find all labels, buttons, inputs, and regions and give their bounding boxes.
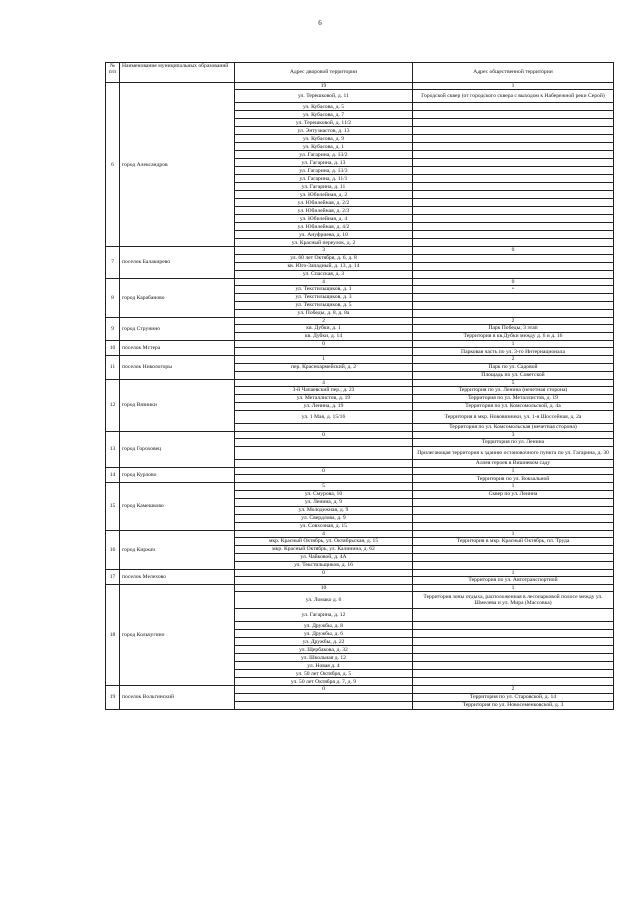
public-address: [413, 270, 614, 278]
row-number: 13: [106, 431, 120, 467]
yard-address: ул. Новая д. 4: [235, 662, 413, 670]
public-address: Городской сквер (от городского сквера с выходом к Набережной реки Серой): [413, 90, 614, 103]
yard-address: ул. Гагарина, д. 13/2: [235, 151, 413, 159]
public-address: [413, 175, 614, 183]
yard-address: ул. Кубасова, д. 7: [235, 111, 413, 119]
municipality-name: город Киржач: [120, 530, 235, 569]
public-count: 1: [413, 569, 614, 576]
table-row: [106, 569, 614, 576]
municipality-name: город Струнино: [120, 317, 235, 340]
public-address: [413, 670, 614, 678]
municipality-name: поселок Мелехово: [120, 569, 235, 584]
table-row: [106, 278, 614, 285]
public-address: Аллея героев в Вишневом саду: [413, 460, 614, 468]
row-number: 19: [106, 686, 120, 709]
public-count: 1: [413, 585, 614, 592]
municipality-name: город Александров: [120, 83, 235, 247]
yard-count: 5: [235, 483, 413, 490]
yard-address: ул. Гагарина, д. 13/3: [235, 167, 413, 175]
yard-address: ул. Победы, д. 8, д. 8а: [235, 309, 413, 317]
public-address: Парковая часть по ул. 3-го Интернационала: [413, 348, 614, 356]
public-address: [413, 103, 614, 111]
yard-address: [235, 577, 413, 585]
yard-count: 1: [235, 356, 413, 363]
public-address: [413, 646, 614, 654]
header-yard-address: Адрес дворовой территории: [235, 63, 413, 83]
public-count: 1: [413, 83, 614, 90]
municipality-name: поселок Мстера: [120, 341, 235, 356]
public-address: [413, 183, 614, 191]
yard-address: пер. Красноармейский, д. 2: [235, 363, 413, 371]
yard-address: ул. 50 лет Октября, д. 5: [235, 670, 413, 678]
public-address: [413, 127, 614, 135]
public-address: Территория по ул. Комсомольская (нечетная сторона): [413, 423, 614, 431]
header-public-address: Адрес общественной территории: [413, 63, 614, 83]
row-number: 6: [106, 83, 120, 247]
public-address: [413, 561, 614, 569]
yard-address: ул. Дружбы, д. 8: [235, 622, 413, 630]
yard-address: ул. Юбилейная, д. 2/3: [235, 207, 413, 215]
yard-count: 4: [235, 278, 413, 285]
public-address: [413, 609, 614, 622]
public-count: 3: [413, 431, 614, 438]
territories-table: [105, 62, 614, 710]
yard-address: кв. Дубки, д. 1: [235, 325, 413, 333]
public-address: [413, 159, 614, 167]
row-number: 17: [106, 569, 120, 584]
row-number: 10: [106, 341, 120, 356]
yard-count: 0: [235, 431, 413, 438]
yard-address: ул. Смурова, 10: [235, 490, 413, 498]
public-address: [413, 262, 614, 270]
public-count: 2: [413, 356, 614, 363]
row-number: 14: [106, 468, 120, 483]
public-address: Территория в мкр. Нововязники, ул. 1-я Шоссейная, д. 2а: [413, 410, 614, 423]
public-count: 0: [413, 247, 614, 254]
yard-address: ул. 50 лет Октября д. 7, д. 9: [235, 678, 413, 686]
public-address: Сквер по ул. Ленина: [413, 490, 614, 498]
yard-address: ул. Текстильщиков, д. 3: [235, 293, 413, 301]
yard-address: ул. Юбилейная, д. 2/2: [235, 199, 413, 207]
yard-address: ул. Ануфриева, д. 10: [235, 231, 413, 239]
public-address: Территория по ул. Ленина: [413, 439, 614, 447]
table-row: [106, 356, 614, 363]
yard-address: ул. Гагарина, д. 12: [235, 609, 413, 622]
public-address: Площадь по ул. Советской: [413, 371, 614, 379]
yard-address: ул. Спасская, д. 3: [235, 270, 413, 278]
table-row: [106, 686, 614, 693]
yard-address: [235, 460, 413, 468]
yard-address: ул. Кубасова, д. 9: [235, 135, 413, 143]
yard-address: мкр. Красный Октябрь, ул. Калинина, д. 62: [235, 545, 413, 553]
row-number: 7: [106, 247, 120, 278]
yard-count: 10: [235, 585, 413, 592]
yard-address: ул. 1 Мая, д. 15/16: [235, 410, 413, 423]
public-address: [413, 223, 614, 231]
yard-count: 3: [235, 247, 413, 254]
public-address: [413, 111, 614, 119]
yard-address: ул. Дружбы, д. 6: [235, 630, 413, 638]
municipality-name: поселок Никологоры: [120, 356, 235, 379]
yard-address: [235, 439, 413, 447]
public-count: 2: [413, 317, 614, 324]
public-address: [413, 239, 614, 247]
yard-count: 0: [235, 468, 413, 475]
public-address: [413, 654, 614, 662]
municipality-name: город Гороховец: [120, 431, 235, 467]
public-count: 0: [413, 278, 614, 285]
public-address: [413, 135, 614, 143]
public-address: [413, 522, 614, 530]
public-address: [413, 498, 614, 506]
yard-address: кв. Юго-Западный, д. 13, д. 14: [235, 262, 413, 270]
row-number: 9: [106, 317, 120, 340]
public-address: •: [413, 285, 614, 293]
row-number: 16: [106, 530, 120, 569]
yard-address: ул. Ломако д. 6: [235, 592, 413, 609]
yard-address: ул. Кубасова, д. 1: [235, 143, 413, 151]
yard-address: ул. Свердлова, д. 9: [235, 514, 413, 522]
public-count: 1: [413, 483, 614, 490]
yard-count: 0: [235, 686, 413, 693]
public-count: 2: [413, 686, 614, 693]
public-address: [413, 301, 614, 309]
table-row: [106, 468, 614, 475]
public-count: 1: [413, 530, 614, 537]
yard-address: кв. Дубки, д. 14: [235, 333, 413, 341]
table-body: [106, 83, 614, 710]
municipality-name: город Вязники: [120, 379, 235, 431]
public-count: 1: [413, 468, 614, 475]
public-address: Парк Победы, 3 этап: [413, 325, 614, 333]
yard-count: 2: [235, 317, 413, 324]
municipality-name: поселок Балакирево: [120, 247, 235, 278]
yard-address: ул. Гагарина, д. 11: [235, 183, 413, 191]
municipality-name: город Камешково: [120, 483, 235, 530]
table-row: [106, 431, 614, 438]
public-address: [413, 231, 614, 239]
public-address: [413, 309, 614, 317]
yard-address: ул. Текстильщиков, д. 5: [235, 301, 413, 309]
table-row: [106, 247, 614, 254]
public-address: [413, 545, 614, 553]
yard-address: [235, 423, 413, 431]
table-row: [106, 483, 614, 490]
public-address: [413, 215, 614, 223]
municipality-name: город Карабаново: [120, 278, 235, 317]
yard-address: ул. Кубасова, д. 5: [235, 103, 413, 111]
yard-count: 4: [235, 379, 413, 386]
yard-count: 19: [235, 83, 413, 90]
yard-address: [235, 447, 413, 460]
row-number: 11: [106, 356, 120, 379]
yard-address: ул. Красный переулок, д. 2: [235, 239, 413, 247]
municipality-name: город Курлово: [120, 468, 235, 483]
public-address: Территория по ул. Вокзальной: [413, 475, 614, 483]
header-number: № п/п: [106, 63, 120, 83]
yard-address: ул. Терешковой, д. 11: [235, 90, 413, 103]
public-address: Территория по ул. Ленина (нечетная сторона): [413, 386, 614, 394]
public-address: Территория в мкр. Красный Октябрь, пл. Труда: [413, 537, 614, 545]
public-address: [413, 506, 614, 514]
row-number: 12: [106, 379, 120, 431]
yard-address: ул. Школьная д. 12: [235, 654, 413, 662]
yard-address: ул. Энтузиастов, д. 13: [235, 127, 413, 135]
public-address: Парк по ул. Садовой: [413, 363, 614, 371]
public-address: [413, 254, 614, 262]
yard-address: ул. Гагарина, д. 11/1: [235, 175, 413, 183]
public-address: [413, 293, 614, 301]
yard-address: ул. Терешковой, д. 11/2: [235, 119, 413, 127]
public-count: 1: [413, 341, 614, 348]
public-address: [413, 191, 614, 199]
yard-address: ул. 60 лет Октября, д. 6, д. 8: [235, 254, 413, 262]
row-number: 15: [106, 483, 120, 530]
row-number: 18: [106, 585, 120, 686]
public-address: Территория по ул. Комсомольской, д. 4а: [413, 402, 614, 410]
public-address: Территория зоны отдыха, расположенная в лесопарковой полосе между ул. Шмелева и ул. Мира (Массовка): [413, 592, 614, 609]
table-row: [106, 585, 614, 592]
table-row: [106, 530, 614, 537]
public-address: Территория по ул. Новосеменковской, д. 3: [413, 701, 614, 709]
public-address: [413, 662, 614, 670]
public-address: [413, 167, 614, 175]
yard-address: ул. Чайковой, д. 4А: [235, 553, 413, 561]
yard-address: ул. Гагарина, д. 13: [235, 159, 413, 167]
public-address: Территория по ул. Старовской, д. 14: [413, 693, 614, 701]
yard-address: [235, 371, 413, 379]
yard-address: ул. Металлистов, д. 19: [235, 394, 413, 402]
public-address: [413, 630, 614, 638]
yard-address: [235, 475, 413, 483]
public-address: Территория по ул. Автотранспортной: [413, 577, 614, 585]
yard-address: ул. Совхозная, д. 15: [235, 522, 413, 530]
table-row: [106, 83, 614, 90]
public-address: [413, 514, 614, 522]
yard-count: 0: [235, 341, 413, 348]
yard-address: ул. Дружбы, д. 22: [235, 638, 413, 646]
header-municipality: Наименование муниципальных образований: [120, 63, 235, 83]
public-address: Прилегающая территория к зданию остановочного пункта по ул. Гагарина, д. 30: [413, 447, 614, 460]
public-address: [413, 143, 614, 151]
municipality-name: город Кольчугино: [120, 585, 235, 686]
yard-address: ул. Юбилейная, д. 4: [235, 215, 413, 223]
table-header-row: [106, 63, 614, 83]
public-address: [413, 151, 614, 159]
table-row: [106, 317, 614, 324]
municipality-name: поселок Вольгинский: [120, 686, 235, 709]
public-address: [413, 199, 614, 207]
yard-address: ул. Юбилейная, д. 2: [235, 191, 413, 199]
yard-address: ул. Молодежная, д. 9: [235, 506, 413, 514]
yard-address: ул. Щербакова, д. 32: [235, 646, 413, 654]
yard-address: ул. Ленина, д. 9: [235, 498, 413, 506]
public-address: Территория по ул. Металлистов, д. 19: [413, 394, 614, 402]
yard-address: ул. Текстильщиков, д. 16: [235, 561, 413, 569]
yard-address: [235, 693, 413, 701]
yard-address: 3-й Чапаевский пер., д. 23: [235, 386, 413, 394]
row-number: 8: [106, 278, 120, 317]
yard-address: [235, 701, 413, 709]
table-row: [106, 379, 614, 386]
public-address: [413, 678, 614, 686]
public-address: Территория в кв.Дубки между д. 6 и д. 16: [413, 333, 614, 341]
public-address: [413, 553, 614, 561]
yard-address: ул. Текстильщиков, д. 1: [235, 285, 413, 293]
yard-address: [235, 348, 413, 356]
public-count: 5: [413, 379, 614, 386]
yard-address: мкр. Красный Октябрь, ул. Октябрьская, д. 15: [235, 537, 413, 545]
yard-count: 0: [235, 569, 413, 576]
page-number: 6: [318, 19, 322, 27]
yard-address: ул. Ленина, д. 19: [235, 402, 413, 410]
table-row: [106, 341, 614, 348]
yard-address: ул. Юбилейная, д. 4/2: [235, 223, 413, 231]
yard-count: 4: [235, 530, 413, 537]
public-address: [413, 119, 614, 127]
public-address: [413, 622, 614, 630]
public-address: [413, 207, 614, 215]
public-address: [413, 638, 614, 646]
